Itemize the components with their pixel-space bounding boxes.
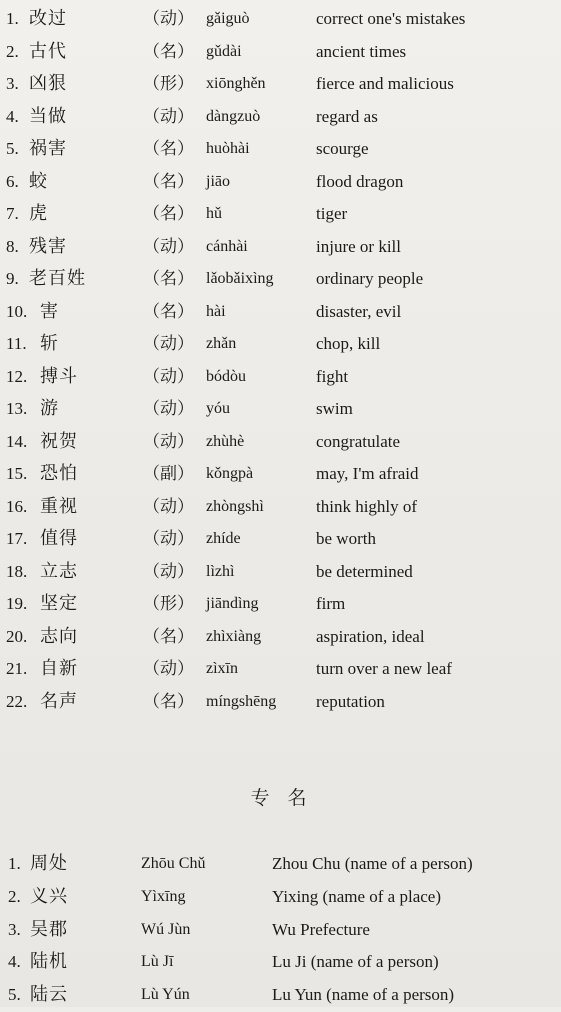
vocab-row (0, 361, 561, 394)
vocab-pinyin: cánhài (206, 237, 248, 255)
vocab-pos: （动） (143, 496, 194, 517)
vocab-row (0, 426, 561, 459)
vocab-pinyin: zhíde (206, 530, 241, 547)
vocab-number: 19. (6, 594, 28, 613)
vocab-row (0, 556, 561, 589)
vocab-hanzi: 立志 (40, 560, 78, 582)
proper-hanzi: 吴郡 (30, 918, 68, 940)
vocab-row (0, 263, 561, 296)
proper-hanzi: 陆机 (30, 951, 68, 973)
vocab-pos: （形） (143, 594, 194, 614)
vocab-row (0, 133, 561, 166)
vocab-english: be worth (316, 529, 376, 548)
vocab-number: 15. (6, 464, 28, 483)
vocab-number: 5. (6, 139, 19, 158)
vocab-hanzi: 凶狠 (29, 73, 67, 94)
vocab-hanzi: 游 (40, 398, 59, 419)
vocab-hanzi: 名声 (40, 690, 78, 712)
vocab-english: ordinary people (316, 269, 424, 288)
proper-english: Zhou Chu (name of a person) (272, 854, 473, 873)
vocab-hanzi: 自新 (40, 658, 78, 679)
vocab-pos: （动） (143, 399, 194, 419)
vocab-pos: （名） (143, 41, 194, 62)
proper-pinyin: Zhōu Chǔ (141, 855, 206, 872)
vocab-number: 4. (6, 106, 19, 126)
vocab-english: think highly of (316, 496, 418, 516)
vocab-pinyin: gǎiguò (206, 10, 250, 27)
vocab-row (0, 166, 561, 199)
vocab-english: reputation (316, 691, 385, 711)
proper-hanzi: 周处 (30, 853, 68, 874)
proper-pinyin: Wú Jùn (141, 920, 191, 938)
vocab-row (0, 231, 561, 264)
vocab-english: fight (316, 366, 349, 386)
vocab-pinyin: yóu (206, 400, 230, 417)
proper-pinyin: Yìxīng (141, 887, 186, 905)
vocab-pinyin: bódòu (206, 367, 246, 385)
vocab-number: 21. (6, 659, 28, 678)
proper-row (0, 914, 561, 947)
vocab-pinyin: dàngzuò (206, 107, 261, 125)
proper-row (0, 881, 561, 914)
vocab-english: flood dragon (316, 171, 404, 191)
vocab-pinyin: huòhài (206, 140, 250, 157)
vocab-hanzi: 重视 (40, 495, 78, 517)
proper-number: 1. (8, 854, 21, 873)
vocab-hanzi: 值得 (40, 528, 78, 549)
vocab-english: tiger (316, 204, 348, 223)
vocab-pinyin: zhìxiàng (206, 627, 262, 645)
proper-hanzi: 陆云 (30, 984, 68, 1006)
vocab-english: swim (316, 399, 353, 418)
vocab-pos: （副） (143, 464, 194, 484)
vocab-pos: （名） (143, 626, 194, 647)
vocab-hanzi: 老百姓 (29, 268, 86, 289)
vocab-english: fierce and malicious (316, 74, 454, 93)
vocab-row (0, 686, 561, 719)
proper-english: Yixing (name of a place) (272, 886, 441, 906)
vocab-row (0, 68, 561, 101)
vocab-pinyin: zhùhè (206, 432, 245, 450)
proper-row (0, 979, 561, 1012)
vocab-row (0, 296, 561, 329)
vocab-english: may, I'm afraid (316, 464, 419, 483)
proper-pinyin: Lù Yún (141, 986, 190, 1004)
proper-english: Lu Ji (name of a person) (272, 952, 439, 972)
vocab-pinyin: kǒngpà (206, 465, 254, 482)
vocab-english: regard as (316, 106, 378, 126)
vocab-hanzi: 残害 (29, 235, 67, 257)
proper-nouns-list (0, 848, 561, 1012)
vocab-pinyin: lìzhì (206, 562, 235, 580)
vocab-hanzi: 祸害 (29, 138, 67, 159)
vocab-pos: （动） (143, 561, 194, 582)
vocab-pinyin: xiōnghěn (206, 75, 266, 92)
vocab-pos: （动） (143, 9, 194, 29)
vocab-row (0, 588, 561, 621)
vocab-pinyin: gǔdài (206, 42, 242, 60)
vocab-number: 12. (6, 366, 28, 386)
vocab-pinyin: hǔ (206, 205, 222, 222)
vocab-pinyin: zhòngshì (206, 497, 264, 515)
vocab-row (0, 101, 561, 134)
vocab-english: be determined (316, 561, 413, 581)
vocab-row (0, 523, 561, 556)
vocab-hanzi: 蛟 (29, 170, 48, 192)
proper-row (0, 848, 561, 881)
vocab-pinyin: zìxīn (206, 660, 238, 677)
vocab-number: 1. (6, 9, 19, 28)
vocab-hanzi: 古代 (29, 40, 67, 62)
vocabulary-list (0, 3, 561, 718)
vocab-hanzi: 当做 (29, 105, 67, 127)
vocab-hanzi: 祝贺 (40, 430, 78, 452)
vocab-row (0, 458, 561, 491)
vocab-number: 14. (6, 431, 28, 451)
vocab-number: 11. (6, 334, 27, 353)
proper-number: 3. (8, 919, 21, 939)
vocab-english: chop, kill (316, 334, 381, 353)
vocab-hanzi: 害 (40, 300, 59, 322)
vocab-number: 6. (6, 171, 19, 191)
vocab-number: 16. (6, 496, 28, 516)
vocab-row (0, 653, 561, 686)
vocab-hanzi: 斩 (40, 333, 59, 354)
proper-number: 5. (8, 985, 21, 1005)
vocab-row (0, 36, 561, 69)
vocab-pos: （动） (143, 431, 194, 452)
vocab-english: disaster, evil (316, 301, 402, 321)
vocab-pinyin: hài (206, 302, 226, 320)
vocab-number: 13. (6, 399, 28, 418)
vocab-pos: （名） (143, 301, 194, 322)
vocab-english: scourge (316, 139, 369, 158)
vocab-hanzi: 改过 (29, 8, 67, 29)
vocab-number: 2. (6, 41, 19, 61)
proper-english: Lu Yun (name of a person) (272, 985, 455, 1005)
vocab-english: aspiration, ideal (316, 626, 425, 646)
vocab-pinyin: zhǎn (206, 335, 237, 352)
vocab-pinyin: míngshēng (206, 692, 277, 710)
vocab-number: 3. (6, 74, 19, 93)
vocab-pos: （名） (143, 269, 194, 289)
vocab-pos: （名） (143, 139, 194, 159)
vocab-number: 20. (6, 626, 28, 646)
vocab-pos: （动） (143, 659, 194, 679)
vocab-pinyin: lǎobǎixìng (206, 270, 274, 287)
vocab-pos: （动） (143, 236, 194, 257)
vocab-english: turn over a new leaf (316, 659, 452, 678)
vocab-hanzi: 搏斗 (40, 365, 78, 387)
proper-pinyin: Lù Jī (141, 953, 174, 971)
vocab-number: 17. (6, 529, 28, 548)
vocab-english: correct one's mistakes (316, 9, 466, 28)
proper-number: 4. (8, 952, 21, 972)
vocab-english: injure or kill (316, 236, 401, 256)
proper-hanzi: 义兴 (30, 885, 68, 907)
vocab-hanzi: 坚定 (40, 593, 78, 614)
vocab-pos: （动） (143, 529, 194, 549)
proper-english: Wu Prefecture (272, 919, 370, 939)
vocab-hanzi: 恐怕 (40, 463, 78, 484)
vocab-row (0, 198, 561, 231)
vocab-pos: （名） (143, 204, 194, 224)
vocab-number: 7. (6, 204, 19, 223)
vocab-hanzi: 志向 (40, 625, 78, 647)
vocab-english: firm (316, 594, 346, 613)
proper-row (0, 946, 561, 979)
vocab-row (0, 393, 561, 426)
vocab-number: 22. (6, 691, 28, 711)
vocab-number: 10. (6, 301, 28, 321)
vocab-english: congratulate (316, 431, 401, 451)
proper-number: 2. (8, 886, 21, 906)
vocab-pinyin: jiāndìng (206, 595, 259, 612)
vocab-pos: （动） (143, 334, 194, 354)
vocab-number: 9. (6, 269, 19, 288)
vocab-pinyin: jiāo (206, 172, 230, 190)
vocab-pos: （名） (143, 171, 194, 192)
vocab-english: ancient times (316, 41, 407, 61)
vocab-pos: （形） (143, 74, 194, 94)
vocab-row (0, 3, 561, 36)
vocab-row (0, 621, 561, 654)
vocab-hanzi: 虎 (29, 203, 48, 224)
vocab-row (0, 328, 561, 361)
vocab-number: 8. (6, 236, 19, 256)
vocab-row (0, 491, 561, 524)
vocab-pos: （名） (143, 691, 194, 712)
vocab-pos: （动） (143, 366, 194, 387)
proper-nouns-heading: 专名 (250, 787, 325, 809)
vocab-pos: （动） (143, 106, 194, 127)
vocab-number: 18. (6, 561, 28, 581)
